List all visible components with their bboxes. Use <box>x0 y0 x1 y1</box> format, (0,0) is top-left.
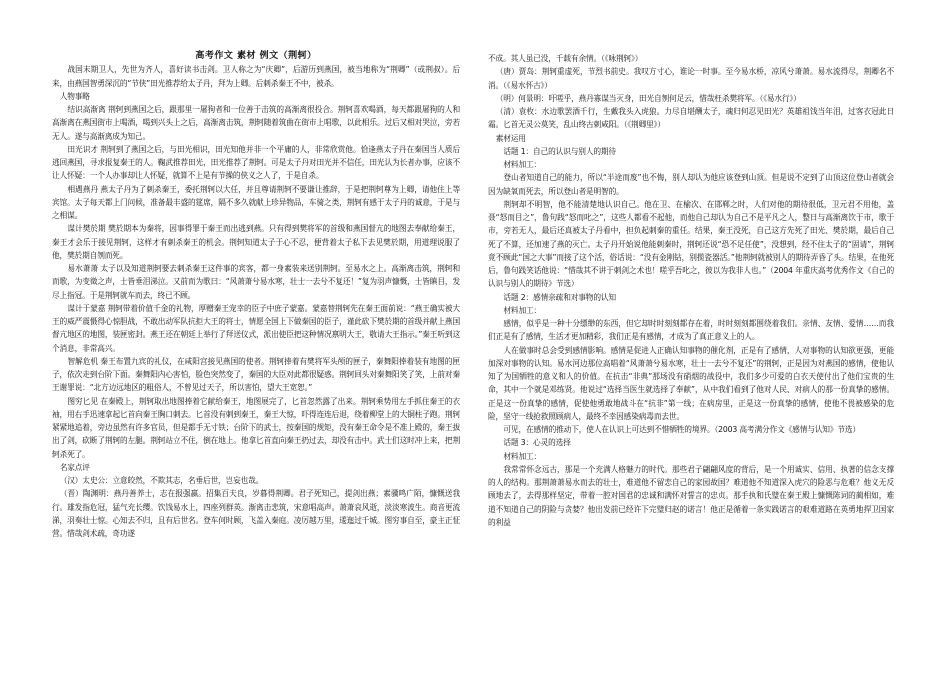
topic-2-paragraph-2: 人在做事时总会受到感情影响。感情是促进人正确认知事物的催化剂，正是有了感情，人对事物的认知欲更强，更能加深对事物的认知。易水河边那位高唱着“风萧萧兮易水寒，壮士一去兮不复还”的荆轲，正是因为对燕国的感情，使他认知了为国牺牲的意义和人的价值。在抗击“非典”那场没有硝烟的战役中，我们多少可爱的白衣天使付出了他们宝贵的生命，其中一个就是邓练贤。他说过“选择当医生就选择了奉献”，从中我们看到了他对人民、对病人的那一份真挚的感情。正是这一份真挚的感情，促使他勇敢地战斗在“抗非”第一线；在病房里，正是这一份真挚的感情，使他不畏被感染的危险，坚守一线抢救照顾病人，最终不幸因感染病毒而去世。 <box>488 345 894 421</box>
review-jin: （晋）陶渊明：燕丹善养士，志在报强嬴。招集百夫良，岁暮得荆卿。君子死知己，提剑出燕；素骥鸣广陌，慷慨送我行。雄发指危冠，猛气充长缨。饮饯易水上，四座列群英。渐离击悲筑，宋意唱高声。萧萧哀风逝，淡淡寒波生。商音更流涕，羽奏壮士惊。心知去不归，且有后世名。登车何时顾，飞盖入秦庭。凌厉越万里，逶迤过千城。图穷事自至，豪主正怔营。惜哉剑术疏，奇功遂 <box>52 489 460 538</box>
intro-paragraph: 战国末期卫人，先世为齐人，喜好读书击剑。卫人称之为“庆卿”，后游历到燕国，被当地称为“荆卿”（或荆叔）。后来，由燕国智勇深沉的“节侠”田光推荐给太子丹，拜为上卿。后刺杀秦王不中，被杀。 <box>52 65 460 88</box>
review-han: （汉）太史公：立意皎然，不欺其志，名垂后世，岂妄也哉。 <box>59 476 264 485</box>
paragraph-gao-jianli: 结识高渐离 荆轲到燕国之后，跟那里一屠狗者和一位善于击筑的高渐离很投合。荆轲喜欢喝酒，每天都跟屠狗的人和高渐离在燕国街市上喝酒，喝到兴头上之后，高渐离击筑，荆轲随着筑曲在街市上唱歌，以此相乐。过后又相对哭泣，旁若无人。遂与高渐离成为知己。 <box>52 105 460 141</box>
topic-3-heading: 话题 3：心灵的选择 <box>503 438 571 448</box>
paragraph-yan-dan: 相遇燕丹 燕太子丹为了刺杀秦王，委托荆轲以大任，并且尊请荆轲不要谦让推辞，于是把荆轲尊为上卿，请他住上等宾馆。太子每天都上门问候，准备最丰盛的筵席，隔不多久就献上珍异物品，车骑之类，荆轲有感于太子丹的诚意，于是与之相谋。 <box>52 184 460 220</box>
paragraph-meng-jia: 谋计于蒙嘉 荆轲带着价值千金的礼物，厚赠秦王宠幸的臣子中庶子蒙嘉。蒙嘉替荆轲先在秦王面前说：“燕王确实被大王的威严震慑得心惊胆战，不敢出动军队抗拒大王的将士，情愿全国上下做秦国的臣子，谨此砍下樊於期的首级并献上燕国督亢地区的地图，装匣密封。燕王还在朝廷上举行了拜送仪式，派出使臣把这种情况禀明大王，敬请大王指示。”秦王听到这个消息，非常高兴。 <box>52 303 460 353</box>
paragraph-crisis: 智解危机 秦王布置九宾的礼仪，在咸阳宫接见燕国的使者。荆轲捧着有樊将军头颅的匣子，秦舞阳捧着装有地图的匣子，依次走到台阶下面。秦舞阳内心害怕，脸色突然变了，秦国的大臣对此都很疑惑。荆轲回头对秦舞阳笑了笑，上前对秦王谢罪说：“北方边远地区的粗俗人，不曾见过天子，所以害怕，望大王宽恕。” <box>52 356 460 393</box>
material-label-1: 材料加工： <box>503 160 542 169</box>
document-title: 高考作文 素材 例文（荆轲） <box>195 51 317 61</box>
right-column <box>488 52 894 529</box>
topic-2-heading: 话题 2：感情亲疏和对事物的认知 <box>503 292 616 302</box>
topic-2-paragraph-1: 感情，似乎是一种十分缥缈的东西，但它却时时刻刻都存在着，时时刻刻都围绕着我们。亲情、友情、爱情……而我们正是有了感情，生活才更加精彩，我们正是有感情，才成为了真正意义上的人。 <box>488 319 894 342</box>
topic-1-paragraph-2: 荆轲却不明智，他不能清楚地认识自己。他在卫、在榆次、在邯郸之时，人们对他的期待很低，卫元君不用他，盖聂“怒而目之”，鲁句践“怒而叱之”，这些人都看不起他，而他自己却认为自己不是平凡之人，整日与高渐离饮于市，歌于市，旁若无人，最后还真被太子丹看中，担负起刺秦的重任。结果，秦王没死，自己这方先死了田光、樊於期，最后自己死了不算，还加速了燕的灭亡。太子丹开始说他能刺秦时，荆轲还说“恐不足任使”，没想到，经不住太子的“固请”，荆轲竟不顾此“国之大事”而接了这个活，俗话说：“没有金刚钻，别揽瓷器活。”他荆轲就被别人的期待弄昏了头。结果，在他死后，鲁句践笑话他说：“惜哉其不讲于刺剑之术也！嗟乎吾叱之，彼以为我非人也。”（2004 年重庆高考优秀作文《自己的认识与别人的期待》节选） <box>488 199 894 289</box>
material-label-2: 材料加工： <box>503 305 542 315</box>
paragraph-yishui: 易水萧萧 太子以及知道荆轲要去刺杀秦王这件事的宾客，都一身素装来送别荆轲。至易水之上。高渐离击筑，荆轲和而歌，为变徵之声，士皆垂泪涕泣。又前而为歌曰：“风萧萧兮易水寒，壮士一去兮不复还！”复为羽声慷慨，士皆瞋目，发尽上指冠。于是荆轲就车而去，终已不顾。 <box>52 264 460 300</box>
section-heading-review: 名家点评 <box>59 462 90 472</box>
paragraph-tian-guang: 田光识才 荆轲到了燕国之后，与田光相识，田光知他并非一个平庸的人，非常欣赏他。恰逢燕太子丹在秦国当人质后逃回燕国，寻求报复秦王的人。鞠武推荐田光，田光推荐了荆轲。可是太子丹对田光并不信任，田光认为长者办事，应该不让人怀疑：一个人办事却让人怀疑，就算不上是有节操的侠义之人了，于是自杀。 <box>52 144 460 181</box>
paragraph-dagger: 图穷匕见 在秦殿上，荆轲取出地图捧着它献给秦王，地图展完了，匕首忽然露了出来。荆轲乘势用左手抓住秦王的衣袖，用右手迅速拿起匕首向秦王胸口刺去。匕首没有刺到秦王，秦王大惊，吓得连连后退，绕着柳堂上的大铜柱子跑。荆轲紧紧地追着，旁边虽然有许多官员，但是都手无寸铁；台阶下的武士，按秦国的规矩，没有秦王命令是不准上殿的，秦王拔出了剑，砍断了荆轲的左腿。荆轲站立不住，倒在地上。他拿匕首直向秦王扔过去，却没有击中。武士们这时冲上来，把荆轲杀死了。 <box>52 396 460 459</box>
topic-2-paragraph-3: 可见，在感情的推动下，使人在认识上可达到不惜牺牲的境界。（2003 高考满分作文《感情与认知》节选） <box>503 425 860 434</box>
topic-3-paragraph-1: 我常常怀念远古，那是一个充满人格魅力的时代。那些君子翩翩风度的背后，是一个用诚实、信用、执著的信念支撑的人的结构。那荆萧萧易水而去的壮士，难道他不留恋自己的家园故国？难道他不知道深入虎穴的险恶与危难？他义无反顾地去了，去得那样坚定，带着一腔对国君的忠诚和满怀对誓言的忠贞。那手执和氏璧在秦王殿上慷慨陈词的蔺相如，难道不知道自己的阴险与贪婪？他出发前已经许下完璧归赵的诺言！他正是循着一条实践诺言的艰难道路在英勇地捍卫国家的利益 <box>488 464 894 527</box>
section-heading-usage: 素材运用 <box>495 133 526 143</box>
topic-1-paragraph-1: 登山者知道自己的能力，所以“半途而废”也不悔，别人却认为他应该登到山顶。但是说不定到了山顶这位登山者就会因为缺氧而死去，所以登山者是明智的。 <box>488 173 894 196</box>
review-ming: （明）何景明：吁嗟乎，燕丹寡谋当灭身，田光自刎何足云，惜哉枉杀樊将军。（《易水行》） <box>495 93 801 103</box>
material-label-3: 材料加工： <box>503 451 542 461</box>
review-qing: （清）袁枚：水边歌罢酒千行，生戴我头入虎狼。力尽自堪酬太子，魂归何忍见田光？英雄祖饯当年泪，过客衣冠此日霜。匕首无灵公莫笑，乱山终古刺咸阳。（《荆卿里》） <box>488 107 894 130</box>
paragraph-fan-yuqi: 谋计樊於期 樊於期本为秦将，因事得罪于秦王而出逃到燕。只有得到樊将军的首级和燕国督亢的地图去奉献给秦王，秦王才会乐于接见荆轲，这样才有刺杀秦王的机会。荆轲知道太子于心不忍，便背着太子私下去见樊於期，用道理说服了他，樊於期自刎而死。 <box>52 224 460 260</box>
topic-1-heading: 话题 1：自己的认识与别人的期待 <box>503 146 616 156</box>
left-column <box>52 50 460 540</box>
section-heading-profile: 人物事略 <box>59 91 90 101</box>
review-jin-continued: 不成。其人虽已没，千载有余情。（《咏荆轲》） <box>488 54 643 63</box>
review-tang: （唐）贾岛：荆轲重虚死，节烈书前史。我叹方寸心，谁论一时事。至今易水桥，凉风兮萧萧。易水流得尽，荆卿名不消。（《易水怀古》） <box>488 67 894 90</box>
